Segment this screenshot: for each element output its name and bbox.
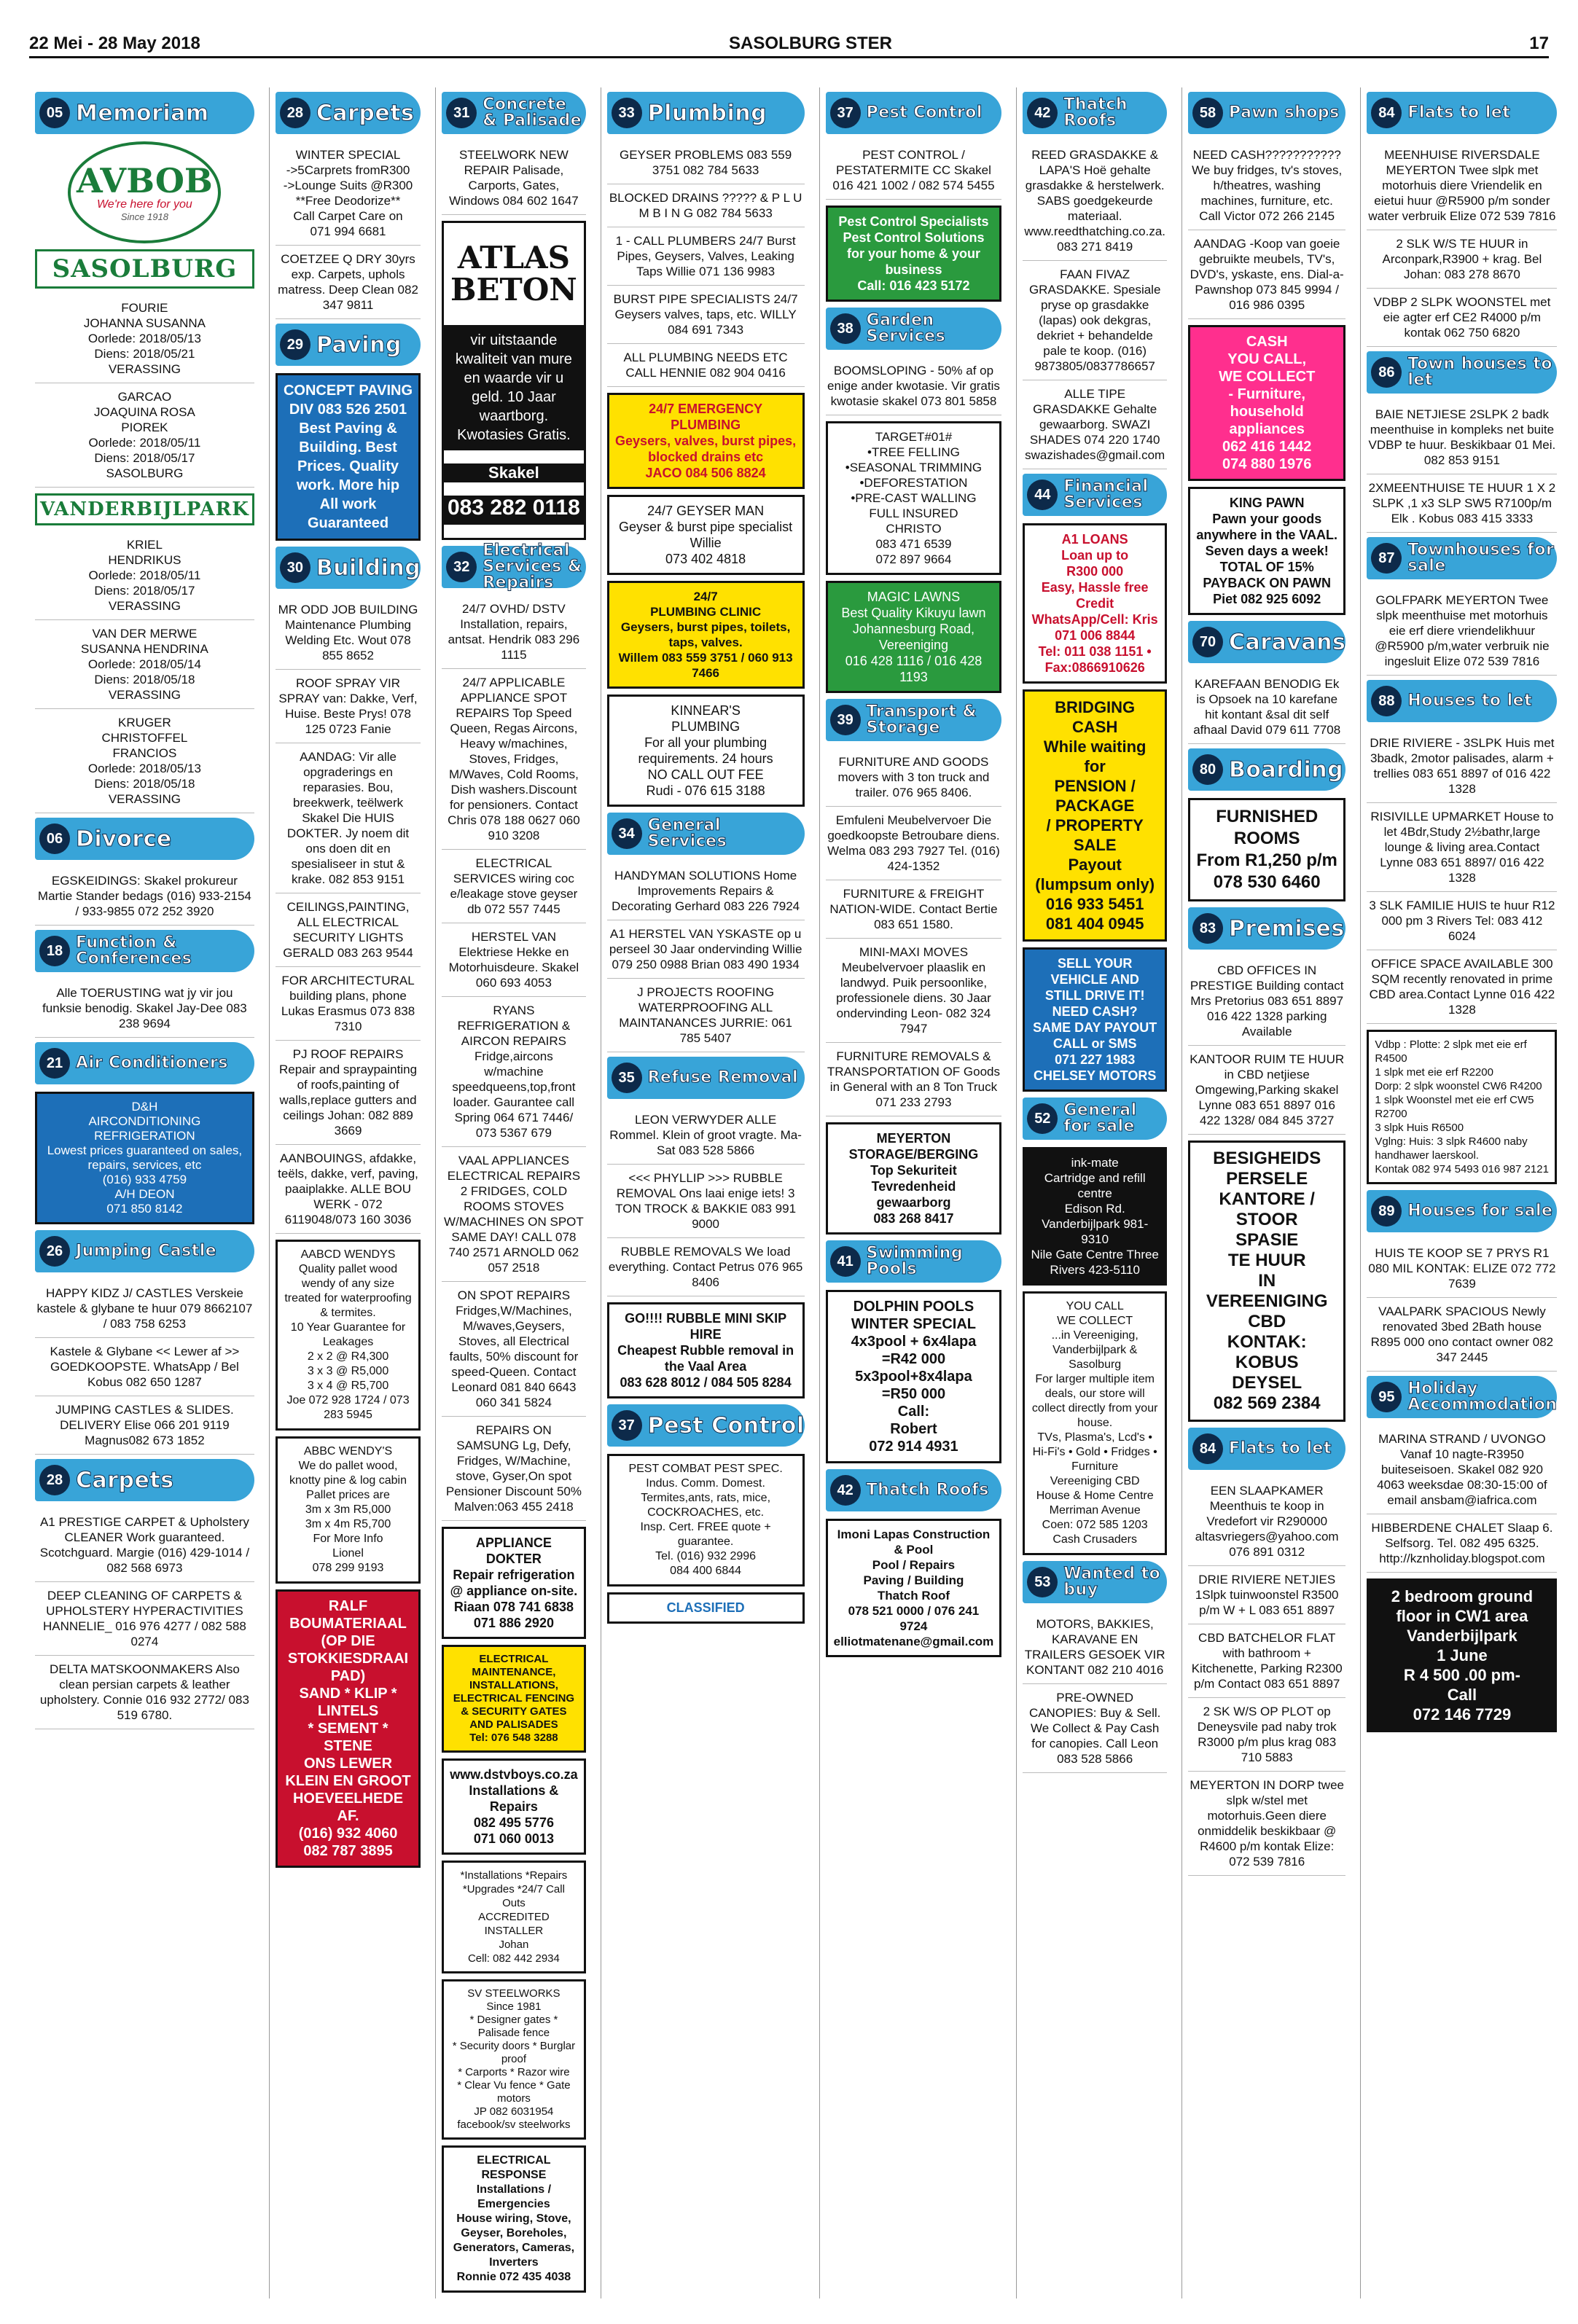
- classified-ad: 2 SLK W/S TE HUUR in Arconpark,R3900 + krag. Bel Johan: 083 278 8670: [1367, 230, 1557, 289]
- classified-ad: DELTA MATSKOONMAKERS Also clean persian carpets & leather upholstery. Connie 016 932 2772/ 083 519 6780.: [35, 1656, 254, 1729]
- imoni-lapas-ad: Imoni Lapas Construction & Pool Pool / Repairs Paving / Building Thatch Roof 078 521 0000 / 076 241 9724 elliotmatenane@gmail.com: [826, 1519, 1002, 1657]
- classified-ad: STEELWORK NEW REPAIR Palisade, Carports, Gates, Windows 084 602 1647: [442, 141, 585, 215]
- classified-ad: ELECTRICAL SERVICES wiring coc e/leakage stove geyser db 072 557 7445: [442, 850, 585, 923]
- classified-ad: 2XMEENTHUISE TE HUUR 1 X 2 SLPK ,1 x3 SLP SW5 R7100p/m Elk . Kobus 083 415 3333: [1367, 474, 1557, 533]
- column-4: [601, 87, 811, 2298]
- electrical-maintenance-ad: ELECTRICAL MAINTENANCE, INSTALLATIONS, ELECTRICAL FENCING & SECURITY GATES AND PALISADES Tel: 076 548 3288: [442, 1645, 585, 1753]
- classified-ad: GOLFPARK MEYERTON Twee slpk meenthuise met motorhuis eie erf diere vriendelikhuur @R5900 p/m,water verbruik nie ingesluit Elize 072 539 7816: [1367, 587, 1557, 676]
- section-number: 80: [1192, 754, 1223, 785]
- section-number: 42: [1027, 98, 1058, 128]
- section-header: [826, 699, 1002, 741]
- classified-ad: A1 HERSTEL VAN YSKASTE op u perseel 30 Jaar ondervinding Willie 079 250 0988 Brian 083 490 1934: [607, 920, 805, 979]
- classified-ad: BLOCKED DRAINS ????? & P L U M B I N G 082 784 5633: [607, 184, 805, 227]
- section-header: [442, 541, 585, 592]
- issue-date: 22 Mei - 28 May 2018: [29, 34, 200, 53]
- section-number: 35: [612, 1063, 642, 1093]
- classified-ad: A1 PRESTIGE CARPET & Upholstery CLEANER Work guaranteed. Scotchguard. Margie (016) 429-1014 / 082 568 6973: [35, 1509, 254, 1582]
- classified-ad: FOR ARCHITECTURAL building plans, phone Lukas Erasmus 073 838 7310: [276, 967, 421, 1041]
- sell-vehicle-ad: SELL YOUR VEHICLE AND STILL DRIVE IT! NEED CASH? SAME DAY PAYOUT CALL or SMS 071 227 1983 CHELSEY MOTORS: [1023, 947, 1167, 1092]
- section-title: Caravans: [1229, 629, 1346, 655]
- classified-ad: HANDYMAN SOLUTIONS Home Improvements Repairs & Decorating Gerhard 083 226 7924: [607, 862, 805, 920]
- classified-ad: DEEP CLEANING OF CARPETS & UPHOLSTERY HYPERACTIVITIES HANNELIE_ 016 976 4277 / 082 588 0274: [35, 1582, 254, 1656]
- classified-ad: AANDAG -Koop van goeie gebruikte meubels, TV's, DVD's, yskaste, ens. Dial-a-Pawnshop 073 845 9994 / 016 986 0395: [1188, 230, 1345, 319]
- section-title: Pest Control: [647, 1412, 805, 1439]
- classified-stamp: CLASSIFIED: [607, 1592, 805, 1624]
- section-title: Flats to let: [1407, 103, 1511, 122]
- section-header: [1188, 92, 1345, 134]
- geyser-man-ad: 24/7 GEYSER MAN Geyser & burst pipe specialist Willie 073 402 4818: [607, 495, 805, 575]
- section-title: Air Conditioners: [76, 1054, 228, 1072]
- section-number: 26: [39, 1236, 70, 1267]
- section-title: Memoriam: [76, 100, 209, 126]
- section-title: Garden Services: [866, 311, 946, 345]
- column-3: [435, 87, 591, 2298]
- classified-ad: OFFICE SPACE AVAILABLE 300 SQM recently renovated in prime CBD area.Contact Lynne 016 422 1328: [1367, 950, 1557, 1024]
- section-title: Pawn shops: [1229, 103, 1340, 122]
- section-title: Pest Control: [866, 103, 983, 122]
- section-header: [1367, 1190, 1557, 1232]
- section-title: Houses for sale: [1407, 1202, 1553, 1220]
- classified-ad: ALLE TIPE GRASDAKKE Gehalte gewaarborg. SWAZI SHADES 074 220 1740 swazishades@gmail.com: [1023, 380, 1167, 469]
- section-number: 44: [1027, 480, 1058, 510]
- classified-ad: BURST PIPE SPECIALISTS 24/7 Geysers valves, taps, etc. WILLY 084 691 7343: [607, 286, 805, 344]
- ralf-boumateriaal-ad: RALF BOUMATERIAAL (OP DIE STOKKIESDRAAI PAD) SAND * KLIP * LINTELS * SEMENT * STENE ONS LEWER KLEIN EN GROOT HOEVEELHEDE AF. (016) 932 4060 082 787 3895: [276, 1589, 421, 1868]
- atlas-beton-ad: [442, 221, 585, 540]
- section-header: [607, 1404, 805, 1447]
- classified-ad: EGSKEIDINGS: Skakel prokureur Martie Stander bedags (016) 933-2154 / 933-9855 072 252 3920: [35, 867, 254, 926]
- section-number: 37: [612, 1410, 642, 1441]
- magic-lawns-ad: MAGIC LAWNS Best Quality Kikuyu lawn Johannesburg Road, Vereeniging 016 428 1116 / 016 428 1193: [826, 581, 1002, 693]
- classified-ad: REED GRASDAKKE & LAPA'S Hoë gehalte grasdakke & herstelwerk. SABS goedgekeurde materiaal. www.reedthatching.co.za. 083 271 8419: [1023, 141, 1167, 261]
- section-header: [35, 1230, 254, 1272]
- section-title: Thatch Roofs: [866, 1481, 989, 1499]
- section-title: Plumbing: [647, 100, 767, 126]
- section-header: [1367, 351, 1557, 394]
- logo-name: AVBOB: [77, 160, 213, 200]
- cash-we-collect-ad: CASH YOU CALL, WE COLLECT - Furniture, household appliances 062 416 1442 074 880 1976: [1188, 325, 1345, 481]
- classified-ad: GEYSER PROBLEMS 083 559 3751 082 784 5633: [607, 141, 805, 184]
- section-header: [1367, 92, 1557, 134]
- section-number: 83: [1192, 913, 1223, 944]
- section-header: [276, 92, 421, 134]
- classified-ad: EEN SLAAPKAMER Meenthuis te koop in Vredefort vir R290000 altasvriegers@yahoo.com 076 891 0312: [1188, 1477, 1345, 1566]
- atlas-skakel: Skakel: [444, 463, 583, 482]
- classified-ad: CEILINGS,PAINTING, ALL ELECTRICAL SECURITY LIGHTS GERALD 083 263 9544: [276, 893, 421, 967]
- classified-ad: PRE-OWNED CANOPIES: Buy & Sell. We Collect & Pay Cash for canopies. Call Leon 083 528 5866: [1023, 1684, 1167, 1773]
- section-title: Houses to let: [1407, 692, 1533, 710]
- a1-loans-ad: A1 LOANS Loan up to R300 000 Easy, Hassle free Credit WhatsApp/Cell: Kris 071 006 8844 Tel: 011 038 1151 • Fax:0866910626: [1023, 523, 1167, 684]
- classified-ad: 3 SLK FAMILIE HUIS te huur R12 000 pm 3 Rivers Tel: 083 412 6024: [1367, 892, 1557, 950]
- furnished-rooms-ad: FURNISHED ROOMS From R1,250 p/m 078 530 6460: [1188, 798, 1345, 901]
- section-title: Townhouses for sale: [1407, 541, 1555, 575]
- column-6: [1016, 87, 1173, 2298]
- classified-ad: FURNITURE & FREIGHT NATION-WIDE. Contact Bertie 083 651 1580.: [826, 880, 1002, 939]
- target-tree-felling-ad: TARGET#01# •TREE FELLING •SEASONAL TRIMMING •DEFORESTATION •PRE-CAST WALLING FULL INSURED CHRISTO 083 471 6539 072 897 9664: [826, 421, 1002, 575]
- section-number: 28: [39, 1465, 70, 1495]
- section-title: Financial Services: [1063, 477, 1149, 512]
- section-header: [1367, 680, 1557, 722]
- classified-ad: FURNITURE REMOVALS & TRANSPORTATION OF Goods in General with an 8 Ton Truck 071 233 2793: [826, 1043, 1002, 1116]
- section-number: 52: [1027, 1103, 1058, 1134]
- section-number: 28: [280, 98, 310, 128]
- classified-ad: REPAIRS ON SAMSUNG Lg, Defy, Fridges, W/Machine, stove, Gyser,On spot Pensioner Discount 50% Malven:063 455 2418: [442, 1417, 585, 1521]
- meyerton-storage-ad: MEYERTON STORAGE/BERGING Top Sekuriteit Tevredenheid gewaarborg 083 268 8417: [826, 1122, 1002, 1235]
- section-number: 42: [830, 1475, 861, 1506]
- section-number: 89: [1371, 1196, 1402, 1226]
- banner-sasolburg: SASOLBURG: [35, 249, 254, 289]
- section-header: [276, 324, 421, 366]
- appliance-dokter-ad: APPLIANCE DOKTER Repair refrigeration @ appliance on-site. Riaan 078 741 6838 071 886 2920: [442, 1527, 585, 1639]
- bridging-cash-ad: BRIDGING CASH While waiting for PENSION / PACKAGE / PROPERTY SALE Payout (lumpsum only) 016 933 5451 081 404 0945: [1023, 689, 1167, 942]
- section-title: General for sale: [1063, 1101, 1137, 1135]
- classified-ad: AANDAG: Vir alle opgraderings en reparasies. Bou, breekwerk, teëlwerk Skakel Die HUIS DOKTER. Jy noem dit ons doen dit en spesialiseer in stut & krake. 082 853 9151: [276, 743, 421, 893]
- plumbing-clinic-ad: 24/7 PLUMBING CLINIC Geysers, burst pipes, toilets, taps, valves. Willem 083 559 3751 / 060 913 7466: [607, 581, 805, 689]
- classified-ad: BOOMSLOPING - 50% af op enige ander kwotasie. Vir gratis kwotasie skakel 073 801 5858: [826, 357, 1002, 415]
- section-header: [826, 308, 1002, 350]
- classified-ad: NEED CASH??????????? We buy fridges, tv's stoves, h/theatres, washing machines, furniture, etc. Call Victor 072 266 2145: [1188, 141, 1345, 230]
- classified-ad: ON SPOT REPAIRS Fridges,W/Machines, M/waves,Geysers, Stoves, all Electrical faults, 50% discount for speed-Queen. Contact Leonard 081 840 6643 060 341 5824: [442, 1282, 585, 1417]
- section-number: 53: [1027, 1567, 1058, 1597]
- classified-ad: Alle TOERUSTING wat jy vir jou funksie benodig. Skakel Jay-Dee 083 238 9694: [35, 979, 254, 1038]
- classified-ad: CBD BATCHELOR FLAT with bathroom + Kitchenette, Parking R2300 p/m Contact 083 651 8897: [1188, 1624, 1345, 1698]
- section-number: 32: [446, 552, 477, 582]
- section-title: Jumping Castle: [76, 1242, 217, 1260]
- classified-ad: ROOF SPRAY VIR SPRAY van: Dakke, Verf, Huise. Beste Prys! 078 125 0723 Fanie: [276, 670, 421, 743]
- concept-paving-ad: CONCEPT PAVING DIV 083 526 2501 Best Paving & Building. Best Prices. Quality work. More hip All work Guaranteed: [276, 373, 421, 541]
- classified-ad: DRIE RIVIERE NETJIES 1Slpk tuinwoonstel R3500 p/m W + L 083 651 8897: [1188, 1566, 1345, 1624]
- section-number: 18: [39, 936, 70, 966]
- dolphin-pools-ad: DOLPHIN POOLS WINTER SPECIAL 4x3pool + 6x4lapa =R42 000 5x3pool+8x4lapa =R50 000 Call: Robert 072 914 4931: [826, 1290, 1002, 1463]
- classified-ad: HERSTEL VAN Elektriese Hekke en Motorhuisdeure. Skakel 060 693 4053: [442, 923, 585, 997]
- dstv-installer-ad: *Installations *Repairs *Upgrades *24/7 Call Outs ACCREDITED INSTALLER Johan Cell: 082 442 2934: [442, 1861, 585, 1973]
- classified-ad: MEENHUISE RIVERSDALE MEYERTON Twee slpk met motorhuis diere Vriendelik en eietui huur @R5900 p/m sonder water verbruik Elize 072 539 7816: [1367, 141, 1557, 230]
- pest-control-specialists-ad: Pest Control Specialists Pest Control Solutions for your home & your business Call: 016 423 5172: [826, 206, 1002, 302]
- section-header: [1367, 1376, 1557, 1418]
- section-title: Function & Conferences: [76, 934, 192, 968]
- classified-ad: BAIE NETJIESE 2SLPK 2 badk meenthuise in kompleks net buite VDBP te huur. Beskikbaar 01 Mei. 082 853 9151: [1367, 401, 1557, 474]
- section-number: 37: [830, 98, 861, 128]
- section-title: General Services: [647, 816, 727, 850]
- classified-ad: Kastele & Glybane << Lewer af >> GOEDKOOPSTE. WhatsApp / Bel Kobus 082 650 1287: [35, 1338, 254, 1396]
- dstv-boys-ad: www.dstvboys.co.za Installations & Repairs 082 495 5776 071 060 0013: [442, 1758, 585, 1855]
- section-header: [1023, 92, 1167, 134]
- classified-ad: VDBP 2 SLPK WOONSTEL met eie agter erf CE2 R4000 p/m kontak 062 750 6820: [1367, 289, 1557, 347]
- column-8: [1360, 87, 1563, 2298]
- column-7: [1181, 87, 1351, 2298]
- atlas-phone: 083 282 0118: [444, 496, 583, 525]
- section-header: [1023, 1098, 1167, 1140]
- classified-ad: VAAL APPLIANCES ELECTRICAL REPAIRS 2 FRIDGES, COLD ROOMS STOVES W/MACHINES ON SPOT SAME DAY! CALL 078 740 2571 ARNOLD 062 057 2518: [442, 1147, 585, 1282]
- classified-ad: MR ODD JOB BUILDING Maintenance Plumbing Welding Etc. Wout 078 855 8652: [276, 596, 421, 670]
- king-pawn-ad: KING PAWN Pawn your goods anywhere in the VAAL. Seven days a week! TOTAL OF 15% PAYBACK ON PAWN Piet 082 925 6092: [1188, 487, 1345, 615]
- sv-steelworks-ad: SV STEELWORKS Since 1981 * Designer gates * Palisade fence * Security doors * Burglar proof * Carports * Razor wire * Clear Vu fence * Gate motors JP 082 6031954 facebook/sv steelworks: [442, 1979, 585, 2140]
- section-header: [826, 1469, 1002, 1511]
- notice: KRIEL HENDRIKUS Oorlede: 2018/05/11 Diens: 2018/05/17 VERASSING: [35, 531, 254, 620]
- section-header: [35, 1459, 254, 1501]
- electrical-response-ad: ELECTRICAL RESPONSE Installations / Emergencies House wiring, Stove, Geyser, Boreholes, Generators, Cameras, Inverters Ronnie 072 435 4038: [442, 2145, 585, 2293]
- classified-ad: LEON VERWYDER ALLE Rommel. Klein of groot vragte. Ma-Sat 083 528 5866: [607, 1106, 805, 1165]
- avbob-logo: [68, 141, 221, 243]
- emergency-plumbing-ad: 24/7 EMERGENCY PLUMBING Geysers, valves, burst pipes, blocked drains etc JACO 084 506 8824: [607, 393, 805, 489]
- section-number: 41: [830, 1246, 861, 1277]
- classified-ad: HAPPY KIDZ J/ CASTLES Verskeie kastele & glybane te huur 079 8662107 / 083 758 6253: [35, 1280, 254, 1338]
- section-number: 05: [39, 98, 70, 128]
- classified-ad: RUBBLE REMOVALS We load everything. Contact Petrus 076 965 8406: [607, 1238, 805, 1296]
- notice: GARCAO JOAQUINA ROSA PIOREK Oorlede: 2018/05/11 Diens: 2018/05/17 SASOLBURG: [35, 383, 254, 488]
- classified-ad: KANTOOR RUIM TE HUUR in CBD netjiese Omgewing,Parking skakel Lynne 083 651 8897 016 422 1328/ 084 845 3727: [1188, 1046, 1345, 1135]
- abbc-wendys-ad: ABBC WENDY'S We do pallet wood, knotty pine & log cabin Pallet prices are 3m x 3m R5,000 3m x 4m R5,700 For More Info Lionel 078 299 9193: [276, 1436, 421, 1584]
- aabcd-wendys-ad: AABCD WENDYS Quality pallet wood wendy of any size treated for waterproofing & termites. 10 Year Guarantee for Leakages 2 x 2 @ R4,300 3 x 3 @ R5,000 3 x 4 @ R5,700 Joe 072 928 1724 / 073 283 5945: [276, 1240, 421, 1431]
- section-number: 33: [612, 98, 642, 128]
- you-call-we-collect-ad: YOU CALL WE COLLECT ...in Vereeniging, Vanderbijlpark & Sasolburg For larger multiple item deals, our store will collect directly from your house. TVs, Plasma's, Lcd's • Hi-Fi's • Gold • Fridges • Furniture Vereeniging CBD House & Home Centre Merriman Avenue Coen: 072 585 1203 Cash Crusaders: [1023, 1291, 1167, 1555]
- section-header: [35, 930, 254, 972]
- notice: KRUGER CHRISTOFFEL FRANCIOS Oorlede: 2018/05/13 Diens: 2018/05/18 VERASSING: [35, 709, 254, 813]
- section-title: Holiday Accommodation: [1407, 1380, 1558, 1414]
- classified-ad: MOTORS, BAKKIES, KARAVANE EN TRAILERS GESOEK VIR KONTANT 082 210 4016: [1023, 1611, 1167, 1684]
- classified-ad: RISIVILLE UPMARKET House to let 4Bdr,Study 2½bathr,large lounge & living area.Contact Lynne 083 651 8897/ 016 422 1328: [1367, 803, 1557, 892]
- classified-ad: CBD OFFICES IN PRESTIGE Building contact Mrs Pretorius 083 651 8897 016 422 1328 parking Available: [1188, 957, 1345, 1046]
- classified-ad: 2 SK W/S OP PLOT op Deneysvile pad naby trok R3000 p/m plus krag 083 710 5883: [1188, 1698, 1345, 1772]
- section-number: 38: [830, 313, 861, 344]
- classified-ad: COETZEE Q DRY 30yrs exp. Carpets, uphols matress. Deep Clean 082 347 9811: [276, 246, 421, 319]
- column-1: [29, 87, 260, 2298]
- classified-ad: WINTER SPECIAL ->5Carprets fromR300 ->Lounge Suits @R300 **Free Deodorize** Call Carpet Care on 071 994 6681: [276, 141, 421, 246]
- section-title: Thatch Roofs: [1063, 95, 1128, 130]
- masthead: [29, 29, 1549, 58]
- section-title: Swimming Pools: [866, 1244, 964, 1278]
- section-title: Transport & Storage: [866, 703, 977, 737]
- section-title: Premises: [1229, 915, 1345, 942]
- classified-ad: VAALPARK SPACIOUS Newly renovated 3bed 2Bath house R895 000 ono contact owner 082 347 2445: [1367, 1298, 1557, 1372]
- kinnears-plumbing-ad: KINNEAR'S PLUMBING For all your plumbing requirements. 24 hours NO CALL OUT FEE Rudi - 076 615 3188: [607, 695, 805, 807]
- section-header: [1023, 1561, 1167, 1603]
- section-title: Carpets: [316, 100, 415, 126]
- dh-aircon-ad: D&H AIRCONDITIONING REFRIGERATION Lowest prices guaranteed on sales, repairs, services, etc (016) 933 4759 A/H DEON 071 850 8142: [35, 1092, 254, 1224]
- atlas-name: ATLAS BETON: [450, 240, 577, 308]
- section-title: Electrical Services & Repairs: [483, 541, 582, 592]
- section-header: [1188, 907, 1345, 950]
- section-title: Flats to let: [1229, 1439, 1332, 1458]
- section-title: Carpets: [76, 1467, 174, 1493]
- section-header: [276, 547, 421, 589]
- section-number: 21: [39, 1048, 70, 1079]
- section-number: 84: [1192, 1433, 1223, 1464]
- classified-ad: HIBBERDENE CHALET Slaap 6. Selfsorg. Tel. 082 495 6325. http://kznholiday.blogspot.com: [1367, 1514, 1557, 1573]
- section-header: [607, 813, 805, 855]
- section-number: 34: [612, 818, 642, 849]
- section-title: Divorce: [76, 826, 172, 852]
- pest-combat-ad: PEST COMBAT PEST SPEC. Indus. Comm. Domest. Termites,ants, rats, mice, COCKROACHES, etc. Insp. Cert. FREE quote + guarantee. Tel. (016) 932 2996 084 400 6844: [607, 1454, 805, 1586]
- rubble-skip-ad: GO!!!! RUBBLE MINI SKIP HIRE Cheapest Rubble removal in the Vaal Area 083 628 8012 / 084 505 8284: [607, 1302, 805, 1398]
- section-number: 95: [1371, 1382, 1402, 1412]
- section-number: 86: [1371, 357, 1402, 388]
- section-title: Paving: [316, 332, 402, 358]
- section-header: [826, 1240, 1002, 1283]
- section-number: 29: [280, 329, 310, 360]
- classified-ad: HUIS TE KOOP SE 7 PRYS R1 080 MIL KONTAK: ELIZE 072 772 7639: [1367, 1240, 1557, 1298]
- section-header: [35, 1042, 254, 1084]
- classified-ad: Emfuleni Meubelvervoer Die goedkoopste Betroubare diens. Welma 083 293 7927 Tel. (016) 424-1352: [826, 807, 1002, 880]
- classified-ad: ALL PLUMBING NEEDS ETC CALL HENNIE 082 904 0416: [607, 344, 805, 387]
- classified-ad: MARINA STRAND / UVONGO Vanaf 10 nagte-R3950 buiteseisoen. Skakel 082 920 4063 weeksdae 08:30-15:00 of email ansbam@iafrica.com: [1367, 1425, 1557, 1514]
- section-header: [1023, 474, 1167, 516]
- atlas-text: vir uitstaande kwaliteit van mure en waarde vir u geld. 10 Jaar waartborg. Kwotasies Gratis.: [444, 325, 583, 450]
- classified-ad: KAREFAAN BENODIG Ek is Opsoek na 10 karefane hit kontant &sal dit self afhaal David 079 611 7708: [1188, 670, 1345, 744]
- classified-ad: MINI-MAXI MOVES Meubelvervoer plaaslik en landwyd. Puik persoonlike, professionele diens. 30 Jaar ondervinding Leon- 082 324 7947: [826, 939, 1002, 1043]
- logo-since: Since 1918: [120, 211, 168, 222]
- classified-ad: J PROJECTS ROOFING WATERPROOFING ALL MAINTANANCES JURRIE: 061 785 5407: [607, 979, 805, 1052]
- section-number: 58: [1192, 98, 1223, 128]
- logo-tagline: We're here for you: [96, 197, 192, 211]
- notice: VAN DER MERWE SUSANNA HENDRINA Oorlede: 2018/05/14 Diens: 2018/05/18 VERASSING: [35, 620, 254, 709]
- classified-ad: FURNITURE AND GOODS movers with 3 ton truck and trailer. 076 965 8406.: [826, 748, 1002, 807]
- ink-mate-ad: ink-mate Cartridge and refill centre Edison Rd. Vanderbijlpark 981-9310 Nile Gate Centre Three Rivers 423-5110: [1023, 1147, 1167, 1286]
- section-header: [442, 92, 585, 134]
- section-number: 84: [1371, 98, 1402, 128]
- classified-ad: RYANS REFRIGERATION & AIRCON REPAIRS Fridge,aircons w/machine speedqueens,top,front loader. Gaurantee call Spring 064 671 7446/ 073 5367 679: [442, 997, 585, 1147]
- classified-ad: DRIE RIVIERE - 3SLPK Huis met 3badk, 2motor palisades, alarm + trellies 083 651 8897 of 016 422 1328: [1367, 729, 1557, 803]
- section-title: Town houses to let: [1407, 355, 1553, 389]
- section-header: [607, 92, 805, 134]
- besigheids-persele-ad: BESIGHEIDS PERSELE KANTORE / STOOR SPASIE TE HUUR IN VEREENIGING CBD KONTAK: KOBUS DEYSEL 082 569 2384: [1188, 1141, 1345, 1422]
- classified-ad: PJ ROOF REPAIRS Repair and spraypainting of roofs,painting of walls,replace gutters and ceilings Johan: 082 889 3669: [276, 1041, 421, 1145]
- section-number: 87: [1371, 543, 1402, 574]
- section-header: [35, 818, 254, 860]
- section-header: [1188, 621, 1345, 663]
- classified-ad: AANBOUINGS, afdakke, teëls, dakke, verf, paving, paaiplakke. ALLE BOU WERK - 072 6119048/073 160 3036: [276, 1145, 421, 1234]
- section-number: 30: [280, 552, 310, 583]
- section-number: 88: [1371, 686, 1402, 716]
- classified-ad: JUMPING CASTLES & SLIDES. DELIVERY Elise 066 201 9119 Magnus082 673 1852: [35, 1396, 254, 1455]
- section-title: Wanted to buy: [1063, 1565, 1161, 1599]
- section-title: Refuse Removal: [647, 1068, 799, 1087]
- section-number: 39: [830, 705, 861, 735]
- classified-ad: 1 - CALL PLUMBERS 24/7 Burst Pipes, Geysers, Valves, Leaking Taps Willie 071 136 9983: [607, 227, 805, 286]
- classified-ad: <<< PHYLLIP >>> RUBBLE REMOVAL Ons laai enige iets! 3 TON TROCK & BAKKIE 083 991 9000: [607, 1165, 805, 1238]
- column-5: [819, 87, 1008, 2298]
- section-title: Building: [316, 555, 421, 581]
- section-title: Concrete & Palisade: [483, 95, 582, 130]
- notice: FOURIE JOHANNA SUSANNA Oorlede: 2018/05/13 Diens: 2018/05/21 VERASSING: [35, 294, 254, 383]
- paper-name: SASOLBURG STER: [729, 34, 893, 53]
- section-header: [826, 92, 1002, 134]
- classified-ad: PEST CONTROL / PESTATERMITE CC Skakel 016 421 1002 / 082 574 5455: [826, 141, 1002, 200]
- section-number: 06: [39, 823, 70, 854]
- classified-ad: FAAN FIVAZ GRASDAKKE. Spesiale pryse op grasdakke (lapas) ook dekgras, dekriet + behandelde pale te koop. (016) 9873805/0837786657: [1023, 261, 1167, 380]
- page-number: 17: [1529, 34, 1549, 53]
- section-header: [35, 92, 254, 134]
- section-number: 70: [1192, 627, 1223, 657]
- classified-ad: 24/7 OVHD/ DSTV Installation, repairs, antsat. Hendrik 083 296 1115: [442, 595, 585, 669]
- section-header: [1188, 1428, 1345, 1470]
- classified-ad: 24/7 APPLICABLE APPLIANCE SPOT REPAIRS Top Speed Queen, Regas Aircons, Heavy w/machines, Stoves, Fridges, M/Waves, Cold Rooms, Dish washers.Discount for pensioners. Contact Chris 078 188 0627 060 910 3208: [442, 669, 585, 850]
- section-header: [1188, 748, 1345, 791]
- section-title: Boarding: [1229, 756, 1344, 783]
- cw1-flat-ad: 2 bedroom ground floor in CW1 area Vanderbijlpark 1 June R 4 500 .00 pm- Call 072 146 7729: [1367, 1578, 1557, 1732]
- section-number: 31: [446, 98, 477, 128]
- column-2: [269, 87, 426, 2298]
- banner-vanderbijlpark: VANDERBIJLPARK: [35, 493, 254, 525]
- section-header: [607, 1057, 805, 1099]
- classifieds-grid: [29, 87, 1558, 2296]
- section-header: [1367, 537, 1557, 579]
- vdbp-rentals-ad: Vdbp : Plotte: 2 slpk met eie erf R4500 1 slpk met eie erf R2200 Dorp: 2 slpk woonstel CW6 R4200 1 slpk Woonstel met eie erf CW5 R2700 3 slpk Huis R6500 Vglng: Huis: 3 slpk R4600 naby handhawer laerskool. Kontak 082 974 5493 016 987 2121: [1367, 1030, 1557, 1184]
- classified-ad: MEYERTON IN DORP twee slpk w/stel met motorhuis.Geen diere onmiddelik beskikbaar @ R4600 p/m kontak Elize: 072 539 7816: [1188, 1772, 1345, 1876]
